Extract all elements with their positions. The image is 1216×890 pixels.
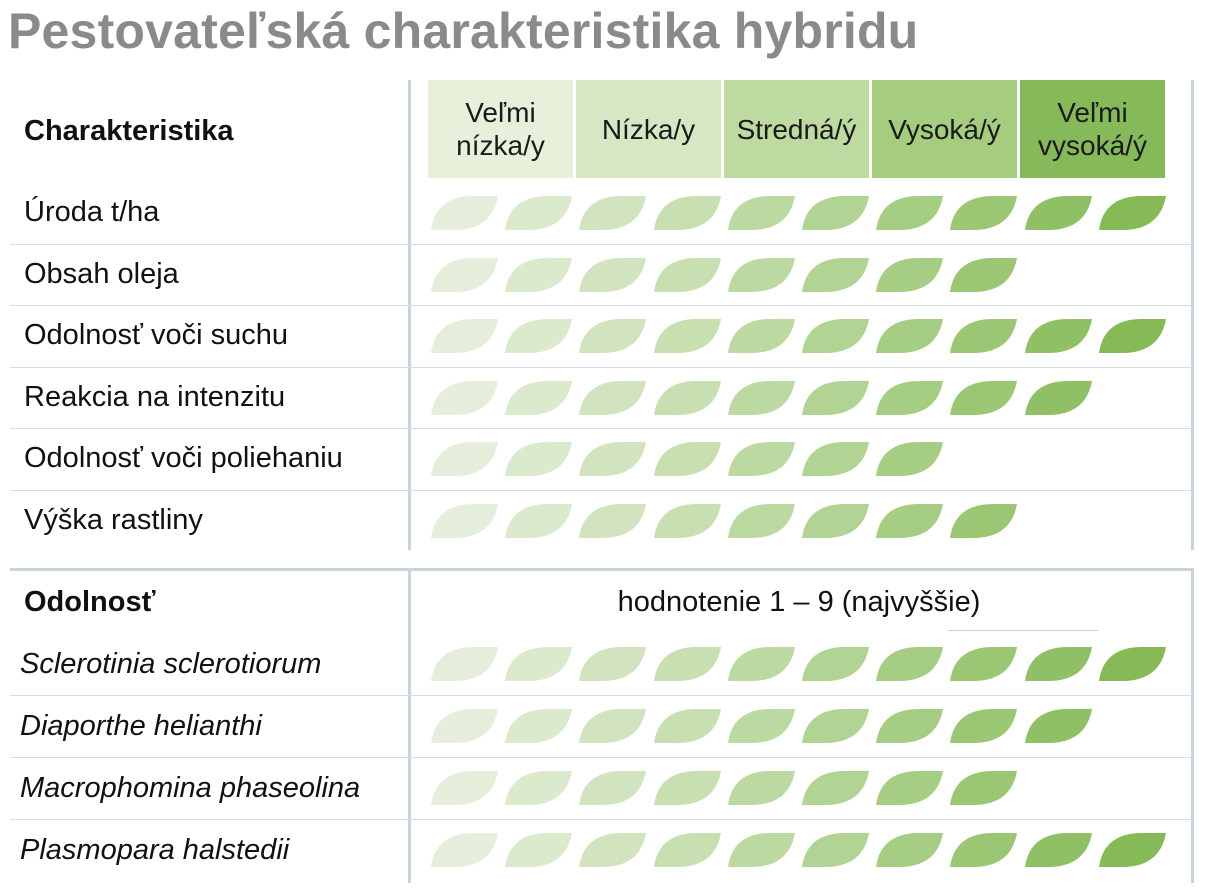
leaf-mark (502, 769, 574, 807)
leaf-mark (873, 707, 945, 745)
leaf-mark (651, 707, 723, 745)
scale-level-1: Veľmi nízka/y (428, 80, 573, 178)
leaf-mark (725, 317, 797, 355)
leaf-mark (502, 502, 574, 540)
leaf-mark (576, 645, 648, 683)
leaf-mark (502, 707, 574, 745)
leaf-mark (428, 645, 500, 683)
leaf-mark (799, 194, 871, 232)
leaf-mark (576, 707, 648, 745)
leaf-mark (576, 831, 648, 869)
leaf-mark (1022, 707, 1094, 745)
leaf-mark (1096, 645, 1168, 683)
rating-row (10, 633, 1191, 696)
leaf-mark (947, 379, 1019, 417)
leaf-mark (651, 379, 723, 417)
rating-row (10, 367, 1191, 430)
row-label: Reakcia na intenzitu (24, 380, 286, 413)
leaf-mark (725, 645, 797, 683)
leaf-mark (799, 379, 871, 417)
resistance-section (10, 568, 1194, 883)
leaf-mark (428, 440, 500, 478)
leaf-mark (502, 194, 574, 232)
row-label: Úroda t/ha (24, 196, 160, 229)
leaf-mark (1022, 645, 1094, 683)
leaf-mark (428, 707, 500, 745)
leaf-mark (428, 256, 500, 294)
leaf-mark (725, 194, 797, 232)
leaf-mark (651, 194, 723, 232)
rating-row (10, 305, 1191, 368)
leaf-mark (1096, 194, 1168, 232)
rating-row (10, 819, 1191, 881)
leaf-mark (873, 645, 945, 683)
leaf-mark (947, 831, 1019, 869)
row-label: Sclerotinia sclerotiorum (20, 647, 322, 680)
leaf-mark (651, 831, 723, 869)
leaf-mark (1022, 831, 1094, 869)
leaf-mark (725, 831, 797, 869)
leaf-mark (799, 769, 871, 807)
rating-note: hodnotenie 1 – 9 (najvyššie) (617, 585, 981, 618)
leaf-mark (873, 831, 945, 869)
leaf-mark (725, 769, 797, 807)
leaf-mark (799, 317, 871, 355)
leaf-mark (799, 502, 871, 540)
leaf-mark (873, 194, 945, 232)
leaf-mark (947, 317, 1019, 355)
leaf-mark (576, 379, 648, 417)
leaf-mark (651, 502, 723, 540)
leaf-mark (725, 379, 797, 417)
leaf-mark (799, 707, 871, 745)
leaf-mark (873, 502, 945, 540)
row-label: Obsah oleja (24, 257, 179, 290)
leaf-mark (576, 440, 648, 478)
leaf-mark (947, 769, 1019, 807)
leaf-mark (428, 769, 500, 807)
leaf-mark (1096, 831, 1168, 869)
leaf-mark (502, 317, 574, 355)
leaf-mark (725, 502, 797, 540)
leaf-mark (502, 440, 574, 478)
right-border (1191, 80, 1194, 550)
leaf-mark (725, 707, 797, 745)
right-border (1191, 571, 1194, 883)
scale-level-2: Nízka/y (576, 80, 721, 178)
rating-row (10, 182, 1191, 245)
scale-level-3: Stredná/ý (724, 80, 869, 178)
row-label: Odolnosť voči suchu (24, 319, 288, 352)
leaf-mark (576, 256, 648, 294)
leaf-mark (725, 256, 797, 294)
leaf-mark (502, 831, 574, 869)
characteristics-section (10, 80, 1194, 550)
rating-row (10, 490, 1191, 552)
header-row (10, 571, 1191, 633)
leaf-mark (428, 317, 500, 355)
leaf-mark (428, 379, 500, 417)
row-label: Diaporthe helianthi (20, 709, 262, 742)
row-label: Macrophomina phaseolina (20, 771, 361, 804)
leaf-mark (873, 379, 945, 417)
note-underline (948, 630, 1098, 631)
leaf-mark (428, 831, 500, 869)
leaf-mark (947, 707, 1019, 745)
header-row (10, 80, 1191, 182)
leaf-mark (873, 256, 945, 294)
leaf-mark (576, 769, 648, 807)
leaf-mark (799, 831, 871, 869)
section-header: Charakteristika (24, 114, 234, 147)
leaf-mark (873, 317, 945, 355)
leaf-mark (799, 440, 871, 478)
rating-row (10, 757, 1191, 820)
scale-level-4: Vysoká/ý (872, 80, 1017, 178)
leaf-mark (799, 256, 871, 294)
leaf-mark (1022, 194, 1094, 232)
leaf-mark (576, 317, 648, 355)
leaf-mark (428, 502, 500, 540)
section-header: Odolnosť (24, 585, 156, 618)
leaf-mark (651, 440, 723, 478)
scale-header (428, 80, 1170, 178)
leaf-mark (1022, 379, 1094, 417)
leaf-mark (1022, 317, 1094, 355)
leaf-mark (428, 194, 500, 232)
leaf-mark (1096, 317, 1168, 355)
row-label: Výška rastliny (24, 503, 203, 536)
rating-row (10, 244, 1191, 307)
leaf-mark (651, 256, 723, 294)
leaf-mark (873, 769, 945, 807)
row-label: Plasmopara halstedii (20, 833, 290, 866)
leaf-mark (502, 379, 574, 417)
leaf-mark (947, 645, 1019, 683)
rating-row (10, 428, 1191, 491)
leaf-mark (502, 256, 574, 294)
leaf-mark (651, 317, 723, 355)
leaf-mark (651, 769, 723, 807)
leaf-mark (947, 502, 1019, 540)
leaf-mark (947, 256, 1019, 294)
leaf-mark (576, 502, 648, 540)
leaf-mark (502, 645, 574, 683)
row-label: Odolnosť voči poliehaniu (24, 442, 343, 475)
rating-row (10, 695, 1191, 758)
page-title: Pestovateľská charakteristika hybridu (8, 3, 919, 59)
leaf-mark (799, 645, 871, 683)
leaf-mark (873, 440, 945, 478)
scale-level-5: Veľmi vysoká/ý (1020, 80, 1165, 178)
leaf-mark (947, 194, 1019, 232)
leaf-mark (725, 440, 797, 478)
leaf-mark (651, 645, 723, 683)
leaf-mark (576, 194, 648, 232)
